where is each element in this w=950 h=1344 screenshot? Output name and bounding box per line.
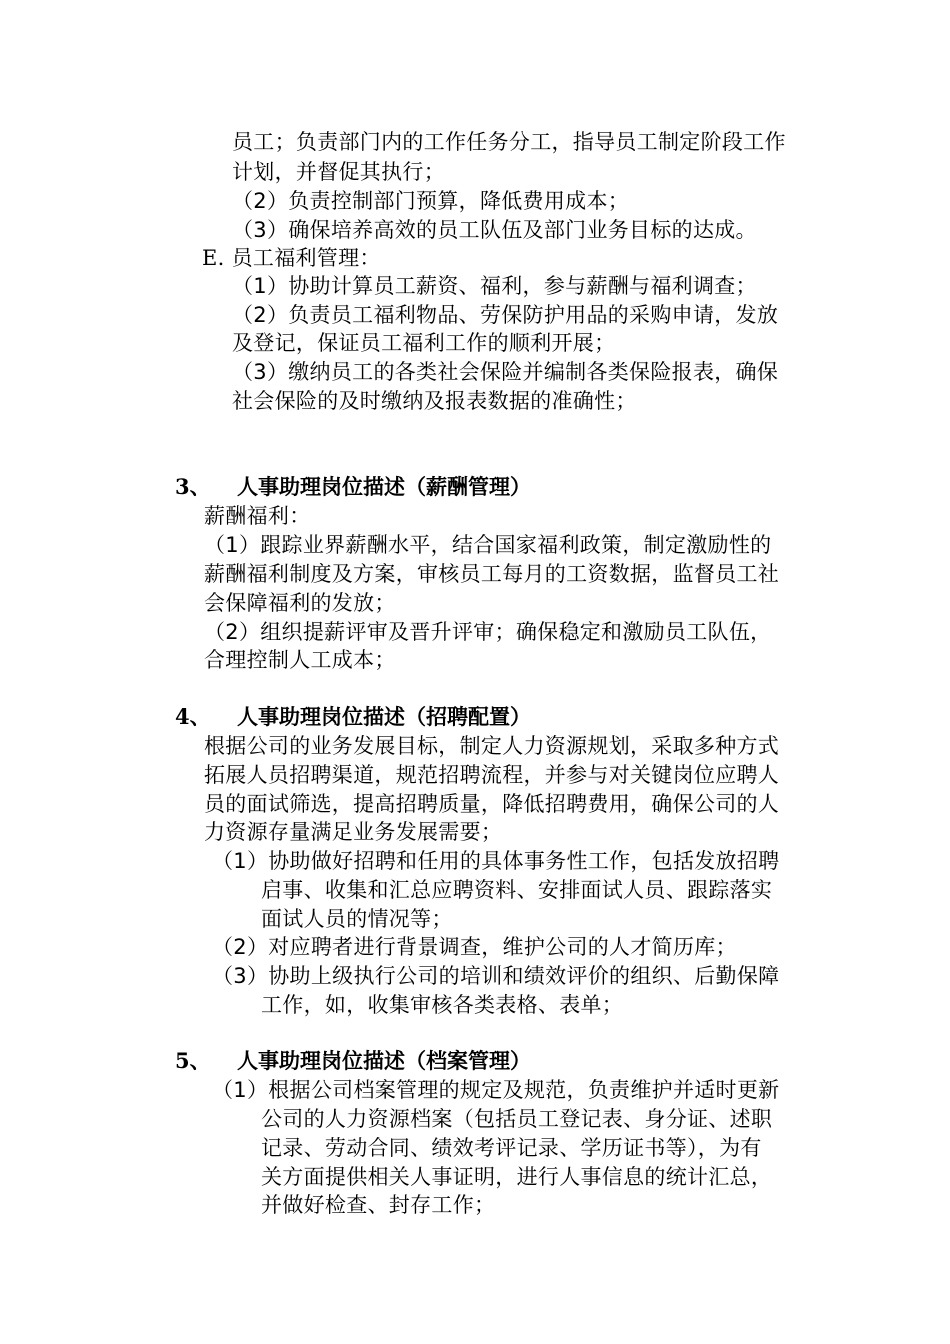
section-heading: [175, 1046, 531, 1076]
text-line: 公司的人力资源档案（包括员工登记表、身分证、述职: [261, 1107, 773, 1131]
section-title: 人事助理岗位描述（档案管理）: [237, 1049, 531, 1073]
text-line: 记录、劳动合同、绩效考评记录、学历证书等），为有: [261, 1136, 762, 1160]
text-line: （2）负责控制部门预算，降低费用成本；: [232, 189, 630, 213]
text-line: （2）负责员工福利物品、劳保防护用品的采购申请，发放: [232, 303, 779, 327]
text-line: 并做好检查、封存工作；: [261, 1193, 496, 1217]
section-number: 5、: [175, 1048, 211, 1073]
text-line: 力资源存量满足业务发展需要；: [204, 820, 503, 844]
section-number: 4、: [175, 704, 211, 729]
text-line: （2）组织提薪评审及晋升评审；确保稳定和激励员工队伍，: [204, 620, 772, 644]
text-line: （3）确保培养高效的员工队伍及部门业务目标的达成。: [232, 218, 757, 242]
text-line: [202, 243, 381, 273]
text-line: 拓展人员招聘渠道，规范招聘流程，并参与对关键岗位应聘人: [204, 763, 780, 787]
section-title: 人事助理岗位描述（招聘配置）: [237, 705, 531, 729]
text-line: （1）协助做好招聘和任用的具体事务性工作，包括发放招聘: [212, 849, 780, 873]
subsection-title: 员工福利管理：: [231, 246, 381, 270]
text-line: 启事、收集和汇总应聘资料、安排面试人员、跟踪落实: [261, 878, 773, 902]
text-line: （3）协助上级执行公司的培训和绩效评价的组织、后勤保障: [212, 964, 780, 988]
section-heading: [175, 472, 531, 502]
text-line: 社会保险的及时缴纳及报表数据的准确性；: [232, 389, 637, 413]
list-marker: E.: [202, 246, 225, 270]
section-number: 3、: [175, 474, 211, 499]
text-line: （1）跟踪业界薪酬水平，结合国家福利政策，制定激励性的: [204, 533, 772, 557]
text-line: （2）对应聘者进行背景调查，维护公司的人才简历库；: [212, 935, 737, 959]
text-line: 关方面提供相关人事证明，进行人事信息的统计汇总，: [261, 1165, 773, 1189]
text-line: 工作，如，收集审核各类表格、表单；: [261, 993, 624, 1017]
text-line: 会保障福利的发放；: [204, 591, 396, 615]
text-line: 合理控制人工成本；: [204, 648, 396, 672]
text-line: 薪酬福利：: [204, 504, 311, 528]
text-line: 薪酬福利制度及方案，审核员工每月的工资数据，监督员工社: [204, 562, 780, 586]
text-line: 员的面试筛选，提高招聘质量，降低招聘费用，确保公司的人: [204, 792, 780, 816]
text-line: 根据公司的业务发展目标，制定人力资源规划，采取多种方式: [204, 734, 780, 758]
text-line: 计划，并督促其执行；: [232, 160, 445, 184]
text-line: （1）根据公司档案管理的规定及规范，负责维护并适时更新: [212, 1078, 780, 1102]
text-line: （1）协助计算员工薪资、福利，参与薪酬与福利调查；: [232, 274, 757, 298]
text-line: 面试人员的情况等；: [261, 907, 453, 931]
text-line: （3）缴纳员工的各类社会保险并编制各类保险报表，确保: [232, 360, 779, 384]
text-line: 员工；负责部门内的工作任务分工，指导员工制定阶段工作: [232, 130, 786, 154]
text-line: 及登记，保证员工福利工作的顺利开展；: [232, 331, 616, 355]
section-heading: [175, 702, 531, 732]
section-title: 人事助理岗位描述（薪酬管理）: [237, 475, 531, 499]
